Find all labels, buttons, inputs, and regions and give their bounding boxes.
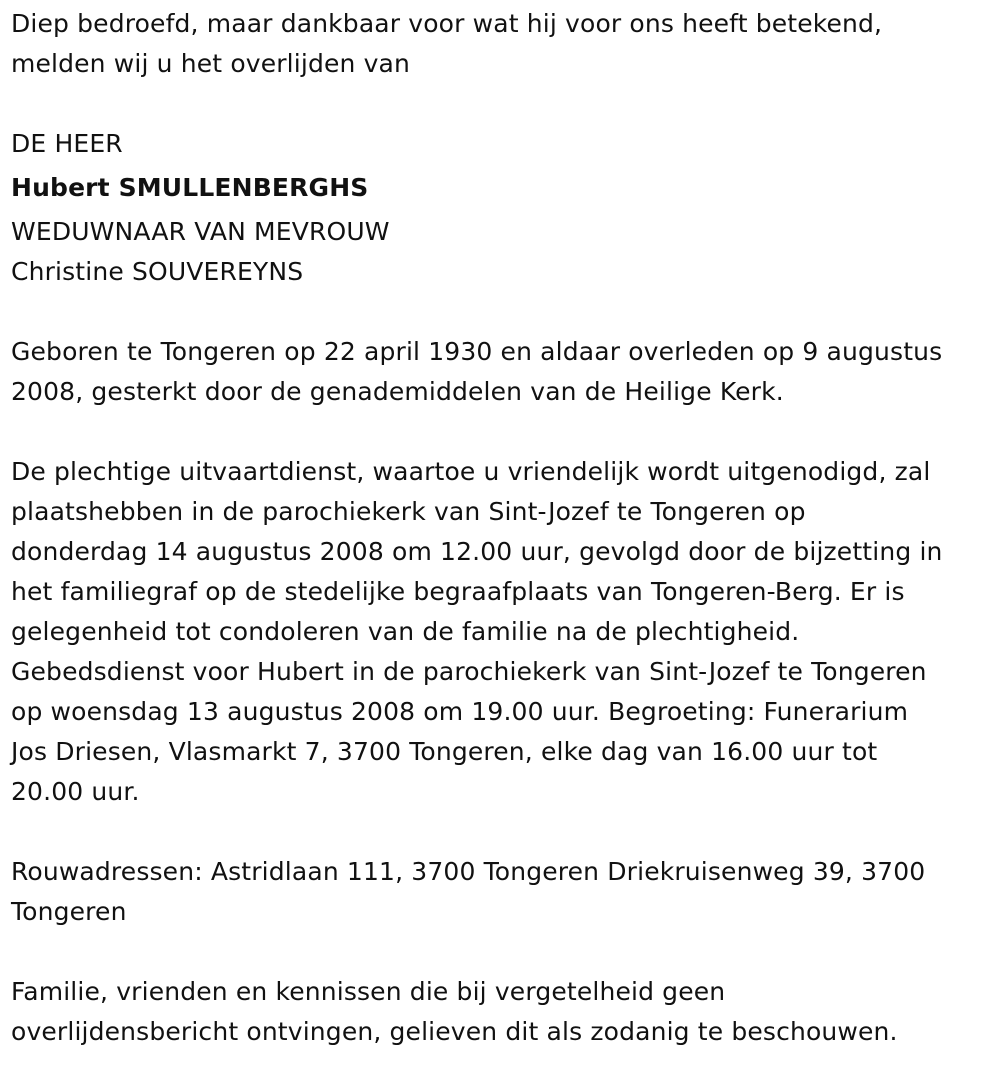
paragraph-gap xyxy=(11,812,993,852)
intro-line: Diep bedroefd, maar dankbaar voor wat hij voor ons heeft betekend, xyxy=(11,9,883,38)
paragraph-gap xyxy=(11,292,993,332)
birth-death-line: Geboren te Tongeren op 22 april 1930 en aldaar overleden op 9 augustus xyxy=(11,337,943,366)
closing-line: overlijdensbericht ontvingen, gelieven dit als zodanig te beschouwen. xyxy=(11,1017,898,1046)
funeral-line: plaatshebben in de parochiekerk van Sint-Jozef te Tongeren op xyxy=(11,497,806,526)
paragraph-gap xyxy=(11,932,993,972)
paragraph-gap xyxy=(11,84,993,124)
closing-paragraph xyxy=(11,972,993,1052)
funeral-line: op woensdag 13 augustus 2008 om 19.00 uur. Begroeting: Funerarium xyxy=(11,697,909,726)
deceased-block xyxy=(11,124,993,292)
funeral-line: De plechtige uitvaartdienst, waartoe u vriendelijk wordt uitgenodigd, zal xyxy=(11,457,931,486)
relation-line: WEDUWNAAR VAN MEVROUW xyxy=(11,217,390,246)
closing-line: Familie, vrienden en kennissen die bij vergetelheid geen xyxy=(11,977,726,1006)
mourning-addresses-paragraph xyxy=(11,852,993,932)
obituary-notice xyxy=(11,4,993,1052)
funeral-line: 20.00 uur. xyxy=(11,777,140,806)
birth-death-line: 2008, gesterkt door de genademiddelen van de Heilige Kerk. xyxy=(11,377,784,406)
mourning-address-line: Rouwadressen: Astridlaan 111, 3700 Tongeren Driekruisenweg 39, 3700 xyxy=(11,857,926,886)
deceased-title: DE HEER xyxy=(11,129,123,158)
spouse-name: Christine SOUVEREYNS xyxy=(11,257,304,286)
intro-line: melden wij u het overlijden van xyxy=(11,49,411,78)
funeral-line: gelegenheid tot condoleren van de familie na de plechtigheid. xyxy=(11,617,800,646)
funeral-line: het familiegraf op de stedelijke begraafplaats van Tongeren-Berg. Er is xyxy=(11,577,905,606)
funeral-line: Jos Driesen, Vlasmarkt 7, 3700 Tongeren, elke dag van 16.00 uur tot xyxy=(11,737,878,766)
birth-death-paragraph xyxy=(11,332,993,412)
funeral-line: Gebedsdienst voor Hubert in de parochiekerk van Sint-Jozef te Tongeren xyxy=(11,657,927,686)
funeral-line: donderdag 14 augustus 2008 om 12.00 uur, gevolgd door de bijzetting in xyxy=(11,537,943,566)
deceased-name: Hubert SMULLENBERGHS xyxy=(11,173,369,202)
intro-paragraph xyxy=(11,4,993,84)
mourning-address-line: Tongeren xyxy=(11,897,127,926)
funeral-paragraph xyxy=(11,452,993,812)
paragraph-gap xyxy=(11,412,993,452)
